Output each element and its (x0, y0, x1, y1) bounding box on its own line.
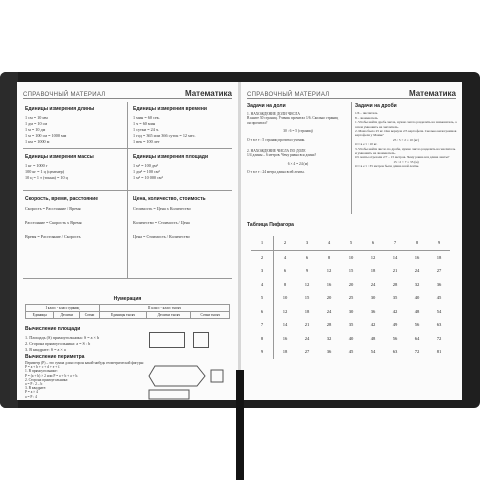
block-line: Время = Расстояние / Скорость (25, 234, 81, 239)
block-heading: Единицы измерения длины (25, 106, 95, 112)
block-line: 1 год = 365 или 366 суток = 12 мес. (133, 133, 196, 138)
area-calc-block (25, 326, 145, 353)
block-line: 1 м² = 10 000 см² (133, 175, 163, 180)
block-line: 1. НАХОЖДЕНИЕ ДОЛИ ЧИСЛА (247, 111, 300, 116)
rank-cell: Сотни (80, 312, 100, 319)
row-divider (23, 148, 232, 149)
block-line: 2. Сторона прямоугольника: (25, 377, 69, 382)
pythagoras-cell: 35 (392, 295, 398, 301)
pythagoras-cell: 8 (406, 236, 428, 250)
block-line: 1. Чтобы найти дробь числа, нужно число разделить на знаменатель, а затем умножить на числитель. (355, 120, 457, 129)
pythagoras-cell: 42 (370, 322, 376, 328)
block-heading: Вычисление периметра (25, 354, 85, 360)
block-line: Скорость = Расстояние / Время (25, 206, 81, 211)
pythagoras-cell: 6 (362, 236, 384, 250)
ratio-task-block (355, 104, 457, 169)
block-line: Цена = Стоимость / Количество (133, 234, 190, 239)
perimeter-block (25, 354, 145, 399)
block-line: 1 сутки = 24 ч. (133, 127, 159, 132)
pythagoras-cell: 9 (305, 268, 309, 274)
block-line: 1 км = 1000 м (25, 139, 50, 144)
pythagoras-cell: 36 (436, 281, 442, 287)
block-line: 1 м = 10 дм (25, 127, 46, 132)
block-heading: Единицы измерения времени (133, 106, 207, 112)
pythagoras-cell: 14 (392, 254, 398, 260)
perimeter-figures (147, 364, 227, 400)
block-line: 1. Площадь (S) прямоугольника: S = a × b (25, 335, 100, 340)
pythagoras-cell: 40 (414, 295, 420, 301)
pythagoras-cell: 45 (436, 295, 442, 301)
pythagoras-cell: 9 (251, 345, 274, 359)
block-line: 1 ч = 60 мин (133, 121, 156, 126)
block-line: P = a + b + c + d + e + f. (25, 365, 61, 370)
pythagoras-cell: 5 (251, 291, 274, 305)
pythagoras-row (251, 332, 450, 346)
pythagoras-cell: 40 (348, 335, 354, 341)
row-divider (23, 278, 232, 279)
pythagoras-cell: 56 (414, 322, 420, 328)
block-line: 15 : 2 × 7 = 35 (м) (393, 159, 419, 164)
pythagoras-cell: 56 (392, 335, 398, 341)
rank-cell: Единицы (26, 312, 54, 319)
block-line: P = a × 4 (25, 390, 38, 395)
numeration-table (25, 304, 230, 319)
pythagoras-cell: 7 (251, 318, 274, 332)
right-page (241, 82, 462, 400)
pythagoras-cell: 32 (414, 281, 420, 287)
pythagoras-cell: 28 (326, 322, 332, 328)
pythagoras-cell: 24 (304, 335, 310, 341)
block-line: 2. Мама было 25 кг. Она вернула 2/5 картофеля. Сколько килограммов картофеля у Мамы? (355, 129, 457, 138)
class-thousands-header: II класс - класс тысяч (99, 305, 229, 312)
block-heading: Цена, количество, стоимость (133, 196, 206, 202)
pythagoras-cell: 9 (428, 236, 450, 250)
pythagoras-cell: 42 (392, 308, 398, 314)
block-line: P = (a + b) × 2 или P = a + b + a + b. (25, 373, 79, 378)
rectangle-figure (149, 332, 185, 348)
pythagoras-cell: 36 (326, 349, 332, 355)
page-title: Математика (184, 89, 232, 98)
pythagoras-cell: 63 (436, 322, 442, 328)
pythagoras-cell: 64 (414, 335, 420, 341)
pythagoras-cell: 54 (436, 308, 442, 314)
pythagoras-cell: 63 (392, 349, 398, 355)
rank-cell: Десятки тысяч (147, 312, 191, 319)
block-line: 1/4 длины – 6 метров. Чему равна вся длина? (247, 153, 317, 158)
pythagoras-cell: 3 (296, 236, 318, 250)
pythagoras-cell: 2 (274, 236, 297, 250)
block-line: 30 : 6 = 5 (страниц) (283, 129, 313, 134)
block-line: 25 : 5 × 2 = 10 (кг) (392, 137, 420, 142)
block-line: О т в е т : 5 страниц прочитал ученик. (247, 137, 306, 142)
block-line: Количество = Стоимость / Цена (133, 220, 190, 225)
pythagoras-cell: 20 (326, 295, 332, 301)
pythagoras-row (251, 291, 450, 305)
pythagoras-cell: 2 (251, 250, 274, 264)
block-line: 100 кг = 1 ц (центнер) (25, 169, 65, 174)
pythagoras-cell: 45 (348, 349, 354, 355)
price-block (133, 196, 233, 240)
rank-cell: Сотни тысяч (191, 312, 230, 319)
ribbon-bookmark (236, 370, 244, 480)
block-line: 1 м = 100 см = 1000 мм (25, 133, 67, 138)
block-line: 3. Чтобы найти число по дроби, нужно число разделить на числитель и умножить на знаменатель. (355, 146, 456, 156)
pythagoras-cell: 12 (304, 281, 310, 287)
block-line: Периметр (P) – это сумма длин сторон какой-нибудь геометрической фигуры: (25, 361, 145, 365)
pythagoras-cell: 8 (327, 254, 331, 260)
pythagoras-cell: 48 (370, 335, 376, 341)
block-line: О т в е т : 35 метров была длина всей ленты. (355, 164, 420, 169)
pythagoras-cell: 48 (414, 308, 420, 314)
pythagoras-cell: 30 (370, 295, 376, 301)
pythagoras-cell: 18 (304, 308, 310, 314)
pythagoras-cell: 15 (348, 268, 354, 274)
pythagoras-cell: 5 (340, 236, 362, 250)
speed-block (25, 196, 125, 240)
column-divider (351, 102, 352, 214)
block-line: 3. В квадрате: S = a × a (25, 347, 66, 352)
block-line: 1 дм² = 100 см² (133, 169, 160, 174)
pythagoras-row (251, 250, 450, 264)
pythagoras-cell: 30 (348, 308, 354, 314)
pythagoras-cell: 18 (436, 254, 442, 260)
pythagoras-heading: Таблица Пифагора (247, 222, 294, 228)
rank-cell: Десятки (54, 312, 80, 319)
block-line: 1 м² = 100 дм² (133, 163, 158, 168)
block-heading: Единицы измерения массы (25, 154, 94, 160)
pythagoras-cell: 54 (370, 349, 376, 355)
pythagoras-cell: 18 (282, 349, 288, 355)
pythagoras-cell: 72 (436, 335, 442, 341)
pythagoras-cell: 16 (326, 281, 332, 287)
area-units-block (133, 154, 233, 181)
section-label: СПРАВОЧНЫЙ МАТЕРИАЛ (247, 92, 330, 98)
block-line: Стоимость = Цена x Количество (133, 206, 191, 211)
pythagoras-cell: 20 (348, 281, 354, 287)
block-line: 3. В квадрате: (25, 386, 47, 391)
block-line: О т в е т : 24 метра длина всей ленты. (247, 170, 305, 175)
block-line: 1 см = 10 мм (25, 115, 48, 120)
pythagoras-cell: 10 (348, 254, 354, 260)
block-heading: Задачи на доли (247, 103, 286, 109)
pythagoras-row (251, 264, 450, 278)
pythagoras-cell: 4 (251, 278, 274, 292)
pythagoras-cell: 72 (414, 349, 420, 355)
block-line: 1 кг = 1000 г (25, 163, 48, 168)
pythagoras-cell: 15 (304, 295, 310, 301)
pythagoras-cell: 27 (304, 349, 310, 355)
pythagoras-cell: 32 (326, 335, 332, 341)
block-line: 6 × 4 = 24 (м) (287, 161, 309, 166)
page-title: Математика (408, 89, 456, 98)
block-line: О т в е т : 10 кг. (355, 142, 378, 147)
pythagoras-cell: 21 (304, 322, 310, 328)
pythagoras-row (251, 278, 450, 292)
pythagoras-cell: 1 (251, 236, 274, 250)
block-heading: Задачи на дроби (355, 103, 397, 109)
left-page (17, 82, 238, 400)
block-line: 1. В прямоугольнике: (25, 369, 58, 374)
square-figure (193, 332, 209, 348)
pythagoras-cell: 16 (414, 254, 420, 260)
pythagoras-cell: 7 (384, 236, 406, 250)
mass-units-block (25, 154, 125, 181)
pythagoras-row (251, 305, 450, 319)
block-heading: Скорость, время, расстояние (25, 196, 99, 202)
block-line: В книге 30 страниц. Ученик прочитал 1/6. Сколько страниц (247, 116, 339, 121)
pythagoras-cell: 12 (282, 308, 288, 314)
block-line: 2. Сторона прямоугольника: a = S : b (25, 341, 91, 346)
pythagoras-cell: 16 (282, 335, 288, 341)
pythagoras-row (251, 318, 450, 332)
pythagoras-cell: 36 (370, 308, 376, 314)
block-line: 1 дм = 10 см (25, 121, 48, 126)
section-label: СПРАВОЧНЫЙ МАТЕРИАЛ (23, 92, 106, 98)
pythagoras-cell: 3 (251, 264, 274, 278)
block-line: От ленты отрезали 2/7 – 15 метров. Чему равна вся длина ленты? (355, 155, 450, 160)
pythagoras-cell: 28 (392, 281, 398, 287)
class-units-header: I класс - класс единиц (26, 305, 100, 312)
pythagoras-cell: 35 (348, 322, 354, 328)
pythagoras-cell: 21 (392, 268, 398, 274)
block-heading: Вычисление площади (25, 326, 81, 332)
pythagoras-cell: 8 (283, 281, 287, 287)
ribbon-bookmark-end (236, 470, 244, 476)
pythagoras-cell: 24 (326, 308, 332, 314)
pythagoras-cell: 14 (282, 322, 288, 328)
block-line: 2. НАХОЖДЕНИЕ ЧИСЛА ПО ДОЛЕ (247, 148, 306, 153)
pythagoras-cell: 4 (318, 236, 340, 250)
pythagoras-cell: 6 (283, 268, 287, 274)
fraction-task-block (247, 104, 349, 175)
pythagoras-cell: 6 (305, 254, 309, 260)
block-line: a = P : 2 – b (25, 382, 43, 387)
pythagoras-cell: 12 (326, 268, 332, 274)
pythagoras-table (251, 236, 450, 359)
pythagoras-row (251, 236, 450, 250)
pythagoras-cell: 4 (283, 254, 287, 260)
page-header (247, 86, 456, 99)
pythagoras-cell: 12 (370, 254, 376, 260)
block-line: 1/6 – числитель (355, 111, 378, 116)
pythagoras-cell: 25 (348, 295, 354, 301)
pythagoras-row (251, 345, 450, 359)
pythagoras-cell: 24 (414, 268, 420, 274)
pythagoras-cell: 27 (436, 268, 442, 274)
pythagoras-cell: 10 (282, 295, 288, 301)
pythagoras-cell: 24 (370, 281, 376, 287)
block-line: 10 ц = 1 т (тонна) = 10 ц (25, 175, 68, 180)
numeration-heading: Нумерация (113, 296, 142, 302)
square-figure (211, 370, 223, 382)
block-line: 1 век = 100 лет (133, 139, 160, 144)
notebook-spine (0, 72, 18, 408)
block-line: он прочитал? (247, 120, 268, 125)
length-units-block (25, 106, 125, 145)
pythagoras-cell: 81 (436, 349, 442, 355)
rectangle-figure (149, 390, 189, 399)
block-line: Расстояние = Скорость x Время (25, 220, 82, 225)
block-heading: Единицы измерения площади (133, 154, 209, 160)
row-divider (23, 190, 232, 191)
pythagoras-cell: 8 (251, 332, 274, 346)
block-line: 8 – знаменатель (355, 115, 378, 120)
rank-cell: Единицы тысяч (99, 312, 146, 319)
pythagoras-cell: 18 (370, 268, 376, 274)
hexagon-figure (149, 366, 205, 386)
time-units-block (133, 106, 233, 145)
pythagoras-cell: 49 (392, 322, 398, 328)
page-header (23, 86, 232, 99)
block-line: a = P : 4 (25, 394, 37, 399)
block-line: 1 мин = 60 сек. (133, 115, 160, 120)
pythagoras-cell: 6 (251, 305, 274, 319)
